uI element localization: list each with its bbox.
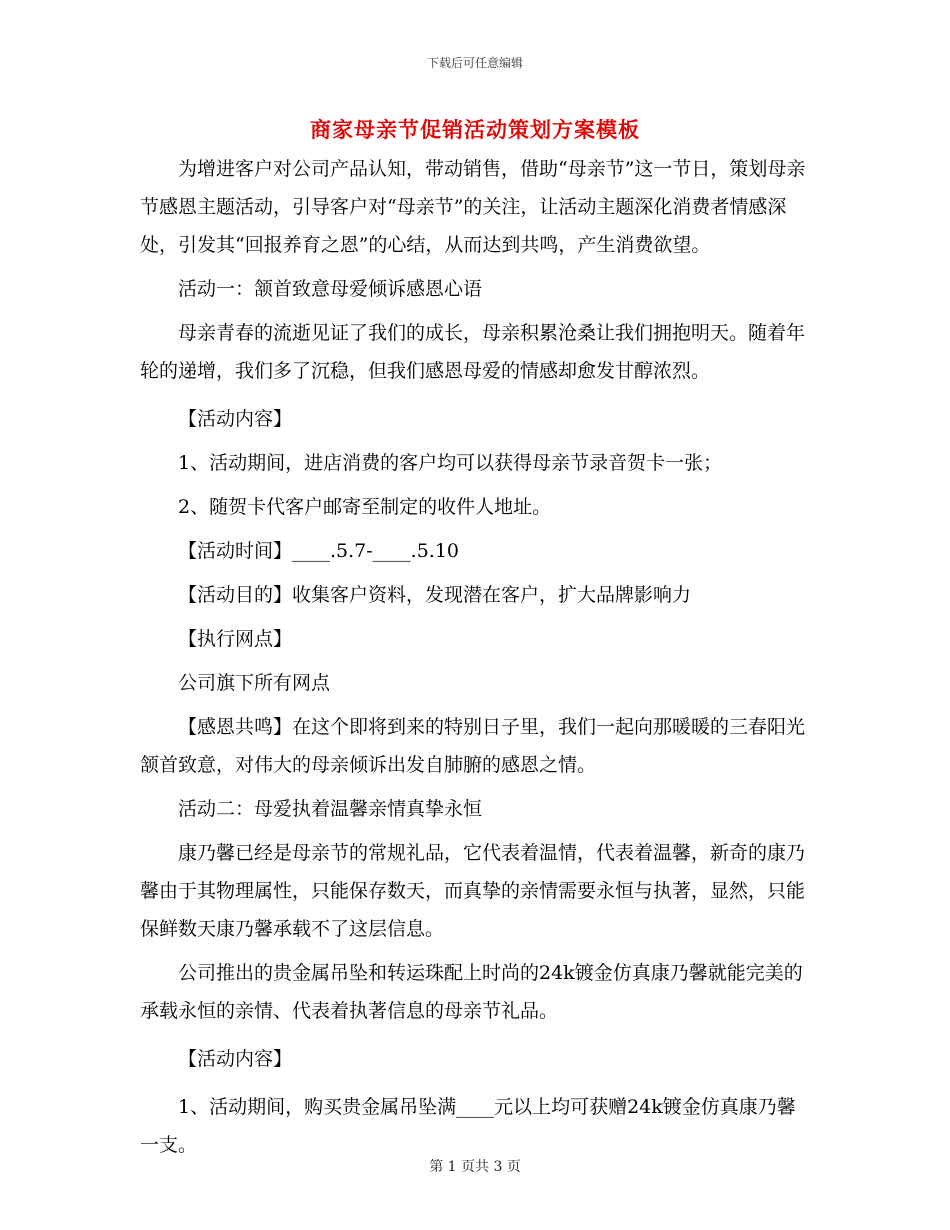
execution-outlets-label: 【执行网点】 (178, 628, 293, 650)
activity-one-paragraph: 母亲青春的流逝见证了我们的成长，母亲积累沧桑让我们拥抱明天。随着年轮的递增，我们多了沉稳，但我们感恩母爱的情感却愈发甘醇浓烈。 (140, 322, 806, 382)
activity-purpose: 【活动目的】收集客户资料，发现潜在客户，扩大品牌影响力 (178, 584, 692, 606)
activity-one-item-2: 2、随贺卡代客户邮寄至制定的收件人地址。 (178, 496, 552, 518)
page-header-note: 下载后可任意编辑 (426, 56, 523, 70)
page-number-footer: 第 1 页共 3 页 (429, 1159, 521, 1175)
intro-paragraph: 为增进客户对公司产品认知，带动销售，借助“母亲节”这一节日，策划母亲节感恩主题活动，引导客户对“母亲节”的关注，让活动主题深化消费者情感深处，引发其“回报养育之恩”的心结，从而达到共鸣，产生消费欲望。 (140, 158, 806, 256)
document-title: 商家母亲节促销活动策划方案模板 (310, 118, 640, 142)
activity-two-content-label: 【活动内容】 (178, 1048, 293, 1070)
activity-time: 【活动时间】____.5.7-____.5.10 (178, 540, 460, 562)
activity-one-content-label: 【活动内容】 (178, 408, 293, 430)
activity-one-heading: 活动一：颔首致意母爱倾诉感恩心语 (178, 278, 483, 300)
gratitude-resonance-paragraph: 【感恩共鸣】在这个即将到来的特别日子里，我们一起向那暖暖的三春阳光颔首致意，对伟大的母亲倾诉出发自肺腑的感恩之情。 (140, 716, 806, 776)
activity-two-heading: 活动二：母爱执着温馨亲情真挚永恒 (178, 798, 483, 820)
activity-one-item-1: 1、活动期间，进店消费的客户均可以获得母亲节录音贺卡一张； (178, 452, 723, 474)
activity-two-paragraph-1: 康乃馨已经是母亲节的常规礼品，它代表着温情，代表着温馨，新奇的康乃馨由于其物理属性，只能保存数天，而真挚的亲情需要永恒与执著，显然，只能保鲜数天康乃馨承载不了这层信息。 (140, 842, 806, 940)
activity-two-item-1: 1、活动期间，购买贵金属吊坠满____元以上均可获赠24k镀金仿真康乃馨一支。 (140, 1096, 796, 1156)
execution-outlets-value: 公司旗下所有网点 (178, 672, 331, 694)
activity-two-paragraph-2: 公司推出的贵金属吊坠和转运珠配上时尚的24k镀金仿真康乃馨就能完美的承载永恒的亲情、代表着执著信息的母亲节礼品。 (140, 962, 803, 1022)
document-body (140, 150, 810, 1164)
